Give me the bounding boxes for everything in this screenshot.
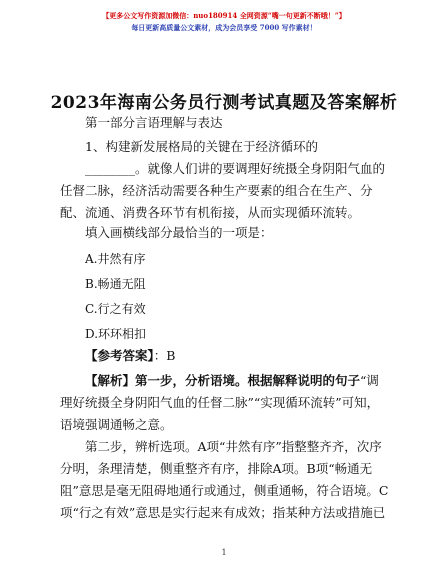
question-stem-part2: 。就像人们讲的要调理好统摄全身阴阳气血的任督二脉，经济活动需要各种生产要素的组合在生产、分配、流通、消费各环节有机衔接，从而实现循环流转。: [60, 161, 386, 220]
analysis-paragraph-2: 第二步，辨析选项。A项“井然有序”指整整齐齐，次序分明，条理清楚，侧重整齐有序，排除A项。B项“畅通无阻”意思是毫无阻碍地通行或通过，侧重通畅，符合语境。C项“行之有效”意思是实行起来有成效；指某种方法或措施已: [60, 439, 389, 520]
analysis-step1-bold: 【解析】第一步，分析语境。根据解释说明的句子: [85, 373, 361, 388]
reference-answer: [60, 345, 390, 367]
section-heading: 第一部分言语理解与表达: [85, 115, 223, 130]
answer-label: 【参考答案】: [85, 348, 154, 363]
banner-line-1: 【更多公文写作资源加微信：nuo180914 全网资源“嘴一句更新不断哦！”】: [102, 11, 346, 20]
question-stem: [60, 136, 390, 224]
document-title: 2023年海南公务员行测考试真题及答案解析: [50, 93, 398, 113]
banner-line-2: 每日更新高质量公文素材，成为会员享受 7000 写作素材！: [131, 23, 317, 32]
question-stem-part1: 1、构建新发展格局的关键在于经济循环的: [85, 139, 318, 154]
analysis-step1-rest: “调理好统摄全身阴阳气血的任督二脉”“实现循环流转”可知，语境强调通畅之意。: [60, 373, 380, 432]
analysis-paragraph-1: [60, 370, 390, 436]
promo-banner: [0, 10, 448, 34]
option-c: C.行之有效: [85, 302, 146, 316]
question-prompt: 填入画横线部分最恰当的一项是：: [85, 225, 273, 240]
option-b: B.畅通无阻: [85, 277, 146, 291]
option-a: A.井然有序: [85, 252, 146, 266]
page-number: 1: [221, 548, 227, 557]
answer-value: ：B: [153, 348, 176, 363]
fill-blank: ________: [85, 161, 135, 176]
option-d: D.环环相扣: [85, 327, 147, 341]
